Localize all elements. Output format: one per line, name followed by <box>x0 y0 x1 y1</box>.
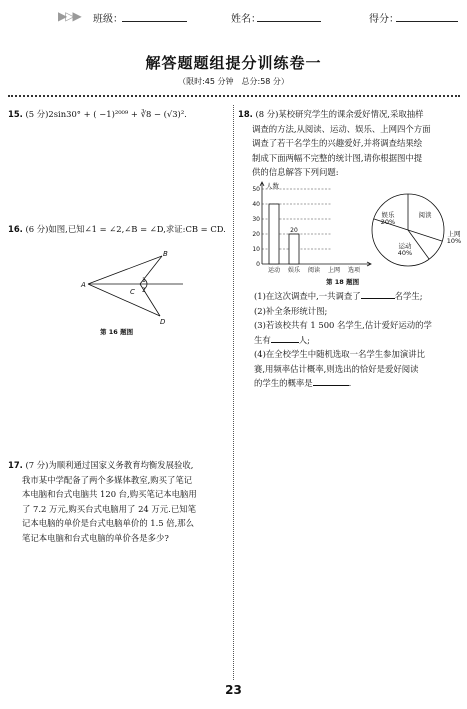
question-18 <box>238 107 462 180</box>
question-17-line-4: 了 7.2 万元,购买台式电脑用了 24 万元.已知笔 <box>22 503 196 514</box>
question-16-number: 16. <box>8 224 23 234</box>
figure-16-caption: 第 16 题图 <box>100 328 134 336</box>
question-15-number: 15. <box>8 109 23 119</box>
bar-data-label: 20 <box>290 227 298 234</box>
question-18-line-3: 调查了若干名学生的兴趣爱好,并将调查结果绘 <box>252 138 423 148</box>
y-tick-label: 50 <box>252 186 260 193</box>
question-18-line-2: 调查的方法,从阅读、运动、娱乐、上网四个方面 <box>252 123 431 134</box>
subpart-4a: (4)在全校学生中随机选取一名学生参加演讲比 <box>254 349 425 359</box>
subpart-3b-suffix: 人; <box>298 334 310 345</box>
class-label: 班级： <box>93 14 123 25</box>
figure-16 <box>80 248 190 328</box>
y-tick-label: 0 <box>256 261 260 268</box>
subpart-4c-text: 的学生的概率是 <box>254 378 313 388</box>
question-15-text: (5 分)2sin30° + ( −1)²⁰⁰⁹ + ∛8 − (√3)². <box>25 109 187 119</box>
answer-blank-1[interactable] <box>361 289 395 299</box>
subpart-2: (2)补全条形统计图; <box>254 305 328 316</box>
label-A: A <box>81 281 86 289</box>
bar <box>269 204 279 264</box>
question-16 <box>8 222 230 237</box>
pie-slice-percent: 20% <box>380 218 396 226</box>
class-field[interactable] <box>122 20 187 22</box>
question-18-line-4: 制成下面两幅不完整的统计图,请你根据图中提 <box>252 152 423 163</box>
x-tick-label: 上网 <box>327 267 341 274</box>
header-arrows: ▶▷▶ <box>58 9 80 23</box>
question-17-line-2: 我市某中学配备了两个多媒体教室,购买了笔记 <box>22 474 193 485</box>
page-title: 解答题题组提分训练卷一 <box>145 54 322 72</box>
x-tick-label: 娱乐 <box>287 267 301 274</box>
page-subtitle: （限时:45 分钟 总分:58 分） <box>178 77 289 86</box>
x-tick-label: 运动 <box>267 267 281 274</box>
line-AD <box>88 284 160 316</box>
label-C: C <box>130 288 135 296</box>
question-17-number: 17. <box>8 460 23 470</box>
label-angle-1: 1 <box>142 277 146 284</box>
pie-slice-percent: 10% <box>446 237 462 245</box>
question-17-line <box>8 458 232 473</box>
question-18-line-5: 供的信息解答下列问题: <box>252 167 339 177</box>
subpart-1-text: (1)在这次调查中,一共调查了 <box>254 291 361 301</box>
answer-blank-4[interactable] <box>313 376 349 386</box>
score-field[interactable] <box>396 20 458 22</box>
subpart-3b-text: 生有 <box>254 334 271 345</box>
figure-18-caption: 第 18 题图 <box>326 278 360 286</box>
pie-slice-label: 娱乐 <box>381 211 395 219</box>
question-18-number: 18. <box>238 109 253 119</box>
label-B: B <box>163 250 168 258</box>
x-tick-label: 阅读 <box>307 267 321 274</box>
question-18-line-1-text: (8 分)某校研究学生的课余爱好情况,采取抽样 <box>255 109 424 119</box>
question-18-subparts <box>254 289 464 391</box>
question-16-text: (6 分)如图,已知∠1 = ∠2,∠B = ∠D,求证:CB = CD. <box>25 224 226 234</box>
y-tick-label: 40 <box>252 201 260 208</box>
bar-chart <box>246 177 376 280</box>
answer-blank-3[interactable] <box>271 333 299 343</box>
x-tick-label: 选项 <box>347 267 361 274</box>
question-17 <box>8 458 232 545</box>
page-number: 23 <box>225 683 242 697</box>
subpart-1-suffix: 名学生; <box>394 291 423 301</box>
pie-slice-percent: 40% <box>397 249 413 257</box>
y-tick-label: 20 <box>252 231 260 238</box>
subpart-4c-suffix: . <box>348 378 352 388</box>
score-label: 得分： <box>369 14 399 25</box>
subpart-4b: 赛,用频率估计概率,则选出的恰好是爱好阅读 <box>254 363 419 374</box>
question-15 <box>8 107 230 122</box>
name-field[interactable] <box>257 20 321 22</box>
question-17-line-5: 记本电脑的单价是台式电脑单价的 1.5 倍,那么 <box>22 518 195 528</box>
label-D: D <box>160 318 166 326</box>
y-tick-label: 30 <box>252 216 260 223</box>
column-divider <box>233 105 234 680</box>
name-label: 姓名： <box>231 14 261 25</box>
subpart-3a: (3)若该校共有 1 500 名学生,估计爱好运动的学 <box>254 320 432 330</box>
subpart-3b <box>254 333 464 348</box>
y-axis-label: 人数 <box>266 182 279 190</box>
subpart-1 <box>254 289 464 304</box>
question-17-line-6: 笔记本电脑和台式电脑的单价各是多少? <box>22 532 169 543</box>
question-17-line-1: (7 分)为顺利通过国家义务教育均衡发展验收, <box>25 460 194 470</box>
pie-slice-label: 上网 <box>447 230 461 238</box>
pie-chart <box>368 190 464 270</box>
question-18-line-1 <box>238 107 462 122</box>
dotted-divider <box>8 95 460 97</box>
pie-slice-label: 阅读 <box>418 211 432 219</box>
y-tick-label: 10 <box>252 246 260 253</box>
pie-slice-label: 运动 <box>398 242 412 250</box>
question-17-line-3: 本电脑和台式电脑共 120 台,购买笔记本电脑用 <box>22 489 197 499</box>
label-angle-2: 2 <box>142 287 146 294</box>
bar <box>289 234 299 264</box>
subpart-4c <box>254 376 464 391</box>
